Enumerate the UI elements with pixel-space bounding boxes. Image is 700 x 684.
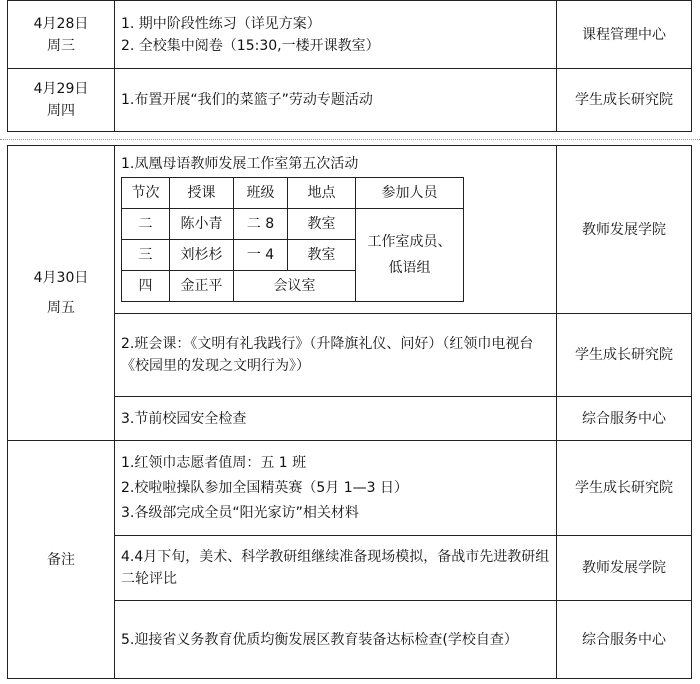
list-item: 2.校啦啦操队参加全国精英赛（5月 1—3 日）: [121, 480, 408, 496]
schedule-table-top: [7, 0, 692, 132]
department-cell: 学生成长研究院: [557, 314, 692, 397]
list-item: 3.各级部完成全员“阳光家访”相关材料: [121, 505, 359, 521]
schedule-table-bottom: [7, 145, 692, 679]
department-cell: 教师发展学院: [557, 146, 692, 314]
list-item: 2. 全校集中阅卷（15:30,一楼开课教室）: [121, 37, 380, 54]
subtable-header: 授课: [170, 178, 234, 209]
content-cell: [115, 146, 557, 314]
list-item: 1. 期中阶段性练习（详见方案）: [121, 15, 321, 32]
date-cell: [8, 69, 115, 132]
weekday-text: 周五: [47, 300, 75, 316]
teacher-cell: 陈小青: [170, 209, 234, 240]
class-cell: 二 8: [234, 209, 288, 240]
subtable-header-row: [122, 178, 464, 209]
place-cell: 教室: [288, 240, 356, 271]
date-cell: [8, 146, 115, 441]
content-cell: [115, 1, 557, 69]
remarks-label-cell: 备注: [8, 441, 115, 679]
content-cell: [115, 69, 557, 132]
content-cell: [115, 397, 557, 441]
subtable-header: 班级: [234, 178, 288, 209]
table-separator: [0, 139, 700, 140]
activity-subtable: [121, 177, 464, 302]
content-cell: [115, 601, 557, 679]
participants-line: 低语组: [388, 260, 431, 276]
date-text: 4月30日: [33, 270, 89, 286]
list-item: 4.4月下旬，美术、科学教研组继续准备现场模拟，备战市先进教研组二轮评比: [121, 549, 550, 587]
weekday-text: 周四: [47, 103, 75, 119]
list-item: 3.节前校园安全检查: [121, 410, 247, 427]
table-row: [8, 69, 692, 132]
weekday-text: 周三: [47, 37, 75, 54]
place-cell: 教室: [288, 209, 356, 240]
activity-title: 1.凤凰母语教师发展工作室第五次活动: [121, 156, 359, 172]
date-text: 4月29日: [33, 81, 89, 97]
department-cell: 学生成长研究院: [557, 69, 692, 132]
subtable-header: 节次: [122, 178, 170, 209]
table-row: [8, 146, 692, 314]
teacher-cell: 金正平: [170, 271, 234, 302]
content-cell: [115, 536, 557, 601]
participants-cell: [356, 209, 464, 302]
table-row: [8, 1, 692, 69]
class-cell: 一 4: [234, 240, 288, 271]
table-row: [8, 441, 692, 536]
list-item: 2.班会课：《文明有礼我践行》（升降旗礼仪、问好）（红领巾电视台《校园里的发现之文明行为》）: [121, 336, 534, 374]
department-cell: 综合服务中心: [557, 397, 692, 441]
department-cell: 综合服务中心: [557, 601, 692, 679]
subtable-header: 地点: [288, 178, 356, 209]
teacher-cell: 刘杉杉: [170, 240, 234, 271]
date-text: 4月28日: [33, 15, 89, 32]
subtable-row: [122, 209, 464, 240]
department-cell: 学生成长研究院: [557, 441, 692, 536]
period-cell: 四: [122, 271, 170, 302]
department-cell: 课程管理中心: [557, 1, 692, 69]
list-item: 5.迎接省义务教育优质均衡发展区教育装备达标检查(学校自查）: [121, 631, 518, 648]
list-item: 1.布置开展“我们的菜篮子”劳动专题活动: [121, 92, 373, 108]
period-cell: 三: [122, 240, 170, 271]
content-cell: [115, 314, 557, 397]
period-cell: 二: [122, 209, 170, 240]
department-cell: 教师发展学院: [557, 536, 692, 601]
participants-line: 工作室成员、: [367, 234, 452, 250]
subtable-header: 参加人员: [356, 178, 464, 209]
list-item: 1.红领巾志愿者值周：五 1 班: [121, 455, 307, 471]
place-cell: 会议室: [234, 271, 356, 302]
content-cell: [115, 441, 557, 536]
date-cell: [8, 1, 115, 69]
